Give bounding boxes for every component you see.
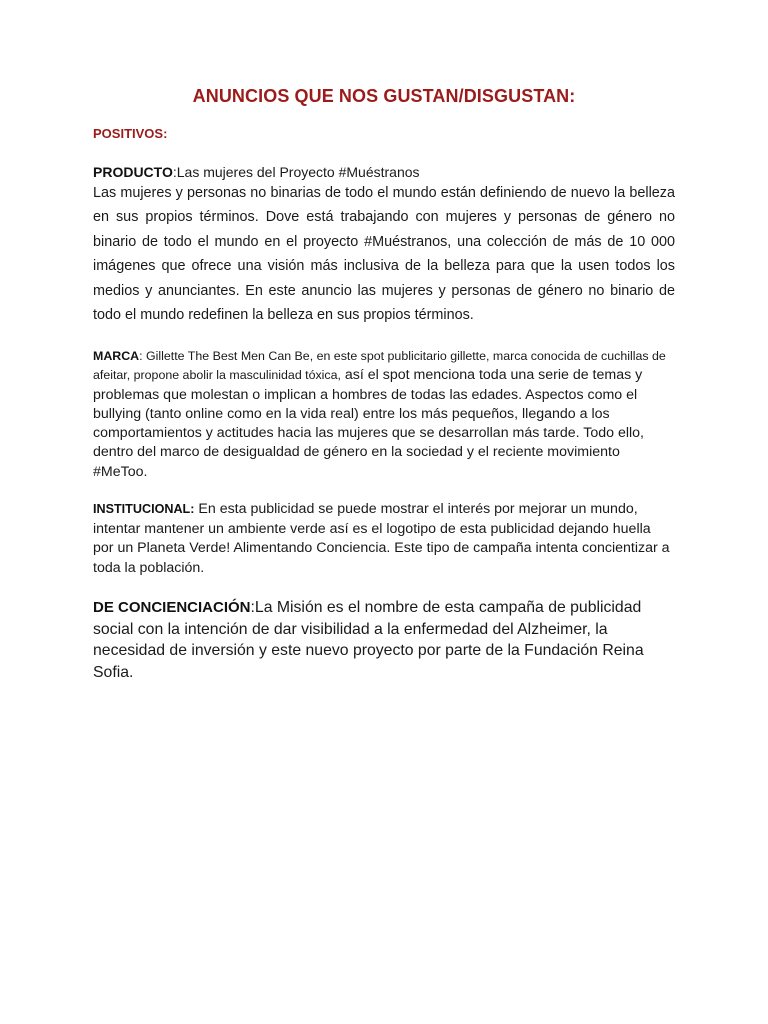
concienciacion-paragraph	[93, 597, 675, 683]
producto-section	[93, 163, 675, 327]
concienciacion-label: DE CONCIENCIACIÓN	[93, 599, 251, 616]
marca-section	[93, 347, 675, 482]
concienciacion-body: :La Misión es el nombre de esta campaña de publicidad social con la intención de dar visibilidad a la enfermedad del Alzheimer, la necesidad de inversión y este nuevo proyecto por parte de la Fundación Reina Sofia.	[93, 599, 644, 681]
producto-headline-line	[93, 163, 675, 181]
institucional-body: En esta publicidad se puede mostrar el interés por mejorar un mundo, intentar mantener un ambiente verde así es el logotipo de esta publicidad dejando huella por un Planeta Verde! Alimentando Conciencia. Este tipo de campaña intenta concientizar a toda la población.	[93, 501, 670, 577]
marca-label: MARCA	[93, 349, 140, 363]
institucional-paragraph	[93, 500, 675, 579]
marca-first-text: : Gillette The Best Men Can Be, en este spot publicitario gillette, marca conocida de cuchillas de afeitar, propone abolir la masculinidad tóxica,	[93, 349, 666, 383]
institucional-section	[93, 500, 675, 579]
producto-headline: :Las mujeres del Proyecto #Muéstranos	[172, 164, 420, 180]
producto-body: Las mujeres y personas no binarias de todo el mundo están definiendo de nuevo la belleza en sus propios términos. Dove está trabajando con mujeres y personas de género no binario de todo el mundo en el proyecto #Muéstranos, una colección de más de 10 000 imágenes que ofrece una visión más inclusiva de la belleza para que la usen todos los medios y anunciantes. En este anuncio las mujeres y personas de género no binario de todo el mundo redefinen la belleza en sus propios términos.	[93, 185, 675, 324]
producto-label: PRODUCTO	[93, 164, 173, 180]
positivos-heading: POSITIVOS:	[93, 126, 168, 141]
institucional-label: INSTITUCIONAL:	[93, 502, 195, 516]
marca-rest-text: así el spot menciona toda una serie de temas y problemas que molestan o implican a hombres de todas las edades. Aspectos como el bullying (tanto online como en la vida real) entre los más pequeños, llegando a los comportamientos y actitudes hacia las mujeres que se desarrollan más tarde. Todo ello, dentro del marco de desigualdad de género en la sociedad y el reciente movimiento #MeToo.	[93, 367, 644, 480]
concienciacion-section	[93, 597, 675, 683]
page-title: ANUNCIOS QUE NOS GUSTAN/DISGUSTAN:	[192, 86, 576, 106]
marca-paragraph	[93, 347, 675, 482]
